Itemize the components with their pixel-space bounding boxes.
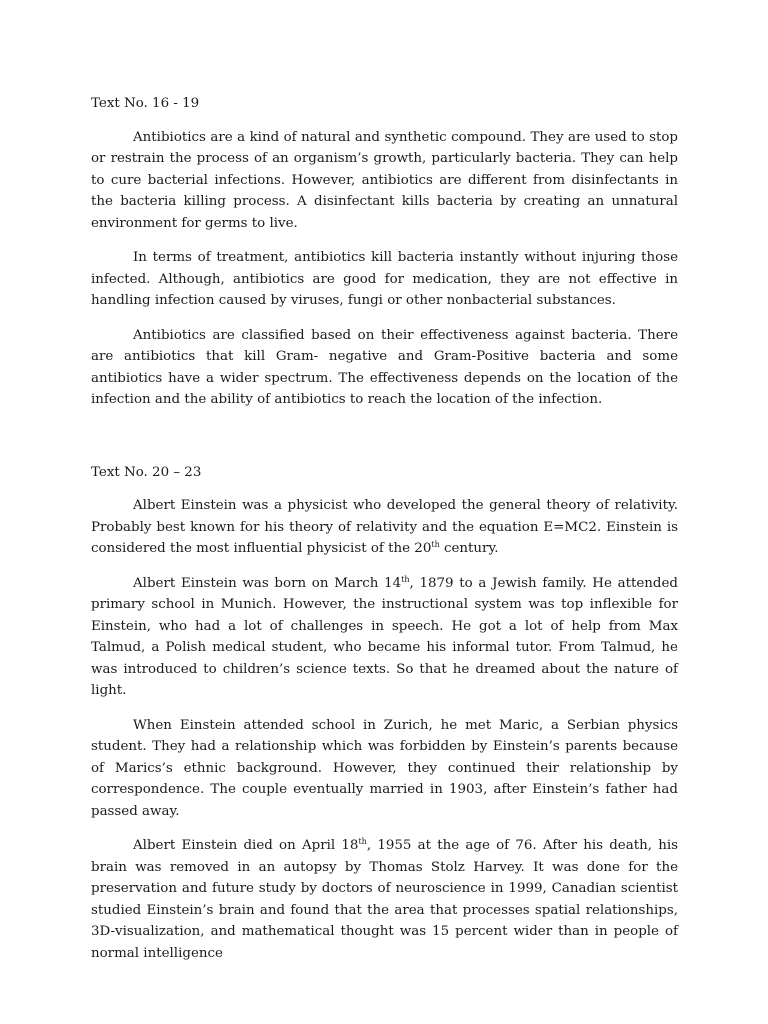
ordinal-suffix: th	[431, 540, 440, 549]
paragraph-einstein-birth-tail: , 1879 to a Jewish family. He attended primary school in Munich. However, the instructional system was top inflexible for Einstein, who had a lot of challenges in speech. He got a lot of help from Max Talmud, a Polish medical student, who became his informal tutor. From Talmud, he was introduced to children’s science texts. So that he dreamed about the nature of light.	[91, 575, 678, 698]
paragraph-einstein-death	[91, 835, 678, 964]
section-heading-text-20-23: Text No. 20 – 23	[91, 464, 202, 480]
paragraph-antibiotics-classification: Antibiotics are classified based on their effectiveness against bacteria. There are antibiotics that kill Gram- negative and Gram-Positive bacteria and some antibiotics have a wider spectrum. The effectiveness depends on the location of the infection and the ability of antibiotics to reach the location of the infection.	[91, 327, 678, 407]
paragraph-einstein-intro	[91, 495, 678, 560]
ordinal-suffix: th	[358, 837, 367, 846]
ordinal-suffix: th	[401, 574, 410, 584]
paragraph-einstein-birth	[91, 573, 678, 702]
paragraph-einstein-intro-text: Albert Einstein was a physicist who developed the general theory of relativity. Probably best known for his theory of relativity and the equation E=MC2. Einstein is considered the most influential physicist of the 20	[91, 498, 678, 556]
paragraph-antibiotics-treatment: In terms of treatment, antibiotics kill bacteria instantly without injuring those infected. Although, antibiotics are good for medication, they are not effective in handling infection caused by viruses, fungi or other nonbacterial substances.	[91, 250, 678, 308]
paragraph-antibiotics-definition: Antibiotics are a kind of natural and synthetic compound. They are used to stop or restrain the process of an organism’s growth, particularly bacteria. They can help to cure bacterial infections. However, antibiotics are different from disinfectants in the bacteria killing process. A disinfectant kills bacteria by creating an unnatural environment for germs to live.	[91, 129, 678, 231]
paragraph-einstein-intro-tail: century.	[439, 541, 499, 556]
paragraph-einstein-death-tail: , 1955 at the age of 76. After his death, his brain was removed in an autopsy by Thomas Stolz Harvey. It was done for the preservation and future study by doctors of neuroscience in 1999, Canadian scientist studied Einstein’s brain and found that the area that processes spatial relationships, 3D-visualization, and mathematical thought was 15 percent wider than in people of normal intelligence	[91, 838, 678, 961]
paragraph-einstein-birth-text: Albert Einstein was born on March 14	[133, 575, 402, 591]
document-page	[91, 93, 678, 964]
section-heading-text-16-19: Text No. 16 - 19	[91, 96, 200, 111]
paragraph-einstein-death-text: Albert Einstein died on April 18	[133, 838, 359, 853]
paragraph-einstein-zurich: When Einstein attended school in Zurich, he met Maric, a Serbian physics student. They had a relationship which was forbidden by Einstein’s parents because of Marics’s ethnic background. However, they continued their relationship by correspondence. The couple eventually married in 1903, after Einstein’s father had passed away.	[91, 717, 678, 819]
